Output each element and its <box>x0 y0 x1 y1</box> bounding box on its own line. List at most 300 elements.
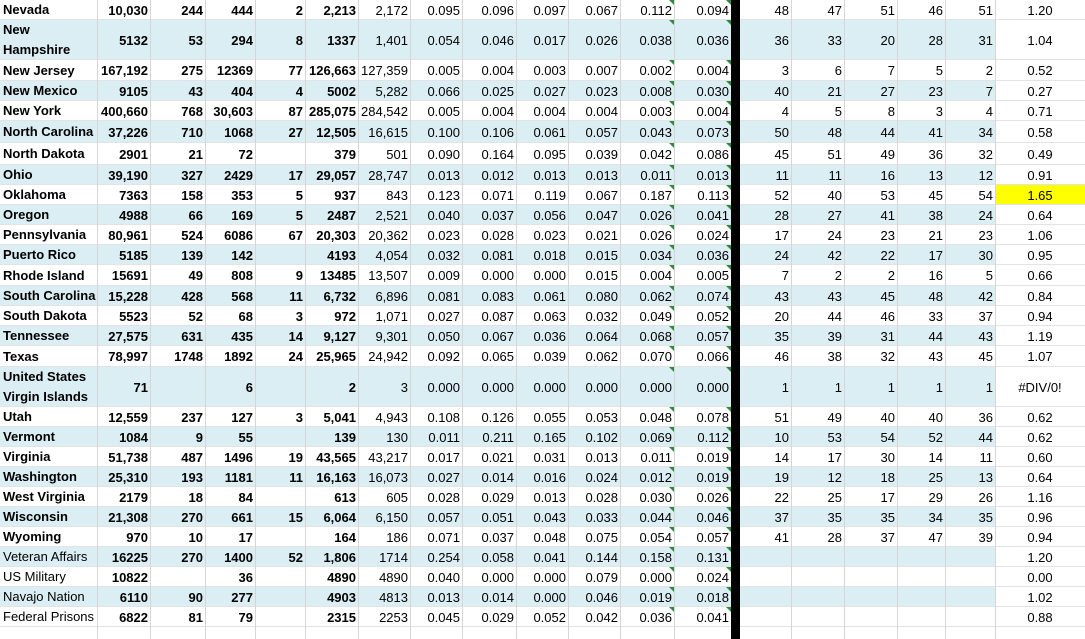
cell-c4[interactable] <box>255 427 305 447</box>
cell-c10[interactable]: 0.039 <box>585 146 618 162</box>
cell-r2[interactable] <box>791 567 844 587</box>
cell-c12[interactable]: 0.073 <box>674 121 731 143</box>
cell-c11[interactable]: 0.158 <box>620 547 674 567</box>
cell-r5[interactable]: 7 <box>985 83 993 99</box>
cell-r2[interactable]: 47 <box>827 2 842 18</box>
cell-c3[interactable]: 444 <box>231 2 253 18</box>
cell-c2[interactable]: 1748 <box>174 349 203 364</box>
cell-r2[interactable]: 27 <box>827 207 842 223</box>
cell-c7[interactable]: 0.009 <box>427 268 460 283</box>
cell-c2[interactable]: 768 <box>181 103 203 119</box>
cell-c7[interactable]: 0.057 <box>427 509 460 525</box>
cell-r4[interactable]: 25 <box>928 469 943 485</box>
cell-c12[interactable]: 0.113 <box>674 185 731 205</box>
cell-c8[interactable]: 0.058 <box>481 549 514 565</box>
cell-r4[interactable] <box>897 587 945 607</box>
cell-c3[interactable]: 568 <box>231 288 253 304</box>
cell-r4[interactable]: 40 <box>928 409 943 425</box>
cell-c5[interactable]: 43,565 <box>316 449 356 465</box>
cell-c7[interactable]: 0.011 <box>428 429 460 445</box>
cell-c2[interactable]: 327 <box>181 167 203 183</box>
cell-r1[interactable]: 1 <box>781 379 789 395</box>
cell-r5[interactable]: 24 <box>978 207 993 223</box>
cell-c5[interactable]: 2315 <box>327 609 356 625</box>
cell-r3[interactable]: 23 <box>880 227 895 243</box>
cell-c2[interactable]: 81 <box>188 609 203 625</box>
cell-c11[interactable]: 0.030 <box>620 487 674 507</box>
cell-c10[interactable]: 0.064 <box>585 328 618 344</box>
cell-c10[interactable]: 0.013 <box>585 449 618 465</box>
cell-c2[interactable] <box>150 567 205 587</box>
cell-c1[interactable]: 6822 <box>119 609 148 625</box>
cell-ratio[interactable]: 1.07 <box>1027 349 1053 364</box>
cell-c3[interactable]: 127 <box>231 409 253 425</box>
cell-r1[interactable]: 48 <box>774 2 789 18</box>
row-name-cell[interactable]: New York <box>3 103 62 118</box>
cell-ratio[interactable]: 0.95 <box>1027 247 1053 263</box>
cell-c7[interactable]: 0.092 <box>427 349 460 364</box>
cell-c12[interactable]: 0.013 <box>674 165 731 185</box>
cell-c5[interactable]: 4903 <box>327 589 356 605</box>
cell-c11[interactable]: 0.112 <box>620 0 674 20</box>
cell-r5[interactable]: 4 <box>985 103 993 119</box>
row-name-cell[interactable]: South Carolina <box>3 288 96 303</box>
cell-c5[interactable]: 1,806 <box>323 549 356 565</box>
cell-c10[interactable]: 0.015 <box>585 268 618 283</box>
cell-r5[interactable]: 39 <box>978 529 993 545</box>
cell-c1[interactable]: 15,228 <box>108 288 148 304</box>
cell-c4[interactable]: 11 <box>289 288 303 304</box>
cell-r5[interactable] <box>945 587 995 607</box>
cell-r5[interactable]: 36 <box>978 409 993 425</box>
cell-c11[interactable]: 0.019 <box>620 587 674 607</box>
cell-r2[interactable]: 1 <box>834 379 842 395</box>
cell-c11[interactable]: 0.012 <box>620 467 674 487</box>
cell-r4[interactable]: 5 <box>935 63 943 78</box>
cell-c2[interactable]: 43 <box>188 83 203 99</box>
cell-c12[interactable]: 0.036 <box>674 20 731 60</box>
cell-r3[interactable]: 18 <box>880 469 895 485</box>
cell-c10[interactable]: 0.023 <box>585 83 618 99</box>
cell-c11[interactable]: 0.000 <box>620 367 674 407</box>
cell-r4[interactable]: 21 <box>928 227 943 243</box>
cell-r3[interactable]: 22 <box>880 247 895 263</box>
row-name-cell[interactable]: US Military <box>3 569 66 584</box>
cell-c4[interactable] <box>255 567 305 587</box>
cell-c6[interactable]: 130 <box>386 429 408 445</box>
cell-c7[interactable]: 0.013 <box>427 167 460 183</box>
row-name-cell[interactable]: Veteran Affairs <box>3 549 88 564</box>
cell-c1[interactable]: 6110 <box>119 589 148 605</box>
cell-c9[interactable]: 0.017 <box>533 32 566 48</box>
cell-c7[interactable]: 0.123 <box>427 187 460 203</box>
cell-c1[interactable]: 5132 <box>119 32 148 48</box>
cell-r4[interactable]: 29 <box>928 489 943 505</box>
cell-c4[interactable] <box>255 527 305 547</box>
cell-c5[interactable]: 164 <box>334 529 356 545</box>
cell-c6[interactable]: 127,359 <box>361 63 408 78</box>
cell-c5[interactable]: 20,303 <box>316 227 356 243</box>
cell-r1[interactable]: 41 <box>774 529 789 545</box>
cell-c1[interactable]: 970 <box>126 529 148 545</box>
cell-c10[interactable]: 0.047 <box>585 207 618 223</box>
cell-c1[interactable]: 15691 <box>111 268 148 283</box>
cell-c3[interactable]: 142 <box>231 247 253 263</box>
cell-c1[interactable]: 1084 <box>119 429 148 445</box>
cell-r4[interactable]: 14 <box>928 449 943 465</box>
cell-c12[interactable]: 0.057 <box>674 326 731 346</box>
cell-c12[interactable]: 0.052 <box>674 306 731 326</box>
cell-c11[interactable]: 0.026 <box>620 205 674 225</box>
cell-c3[interactable]: 1496 <box>224 449 253 465</box>
cell-c12[interactable]: 0.004 <box>674 101 731 121</box>
cell-c11[interactable]: 0.068 <box>620 326 674 346</box>
cell-c12[interactable]: 0.004 <box>674 60 731 81</box>
cell-r4[interactable]: 1 <box>935 379 943 395</box>
cell-c2[interactable]: 428 <box>181 288 203 304</box>
cell-c4[interactable] <box>255 587 305 607</box>
row-name-cell[interactable]: South Dakota <box>3 308 87 323</box>
cell-r2[interactable]: 43 <box>827 288 842 304</box>
cell-c11[interactable]: 0.187 <box>620 185 674 205</box>
cell-c12[interactable]: 0.078 <box>674 407 731 427</box>
cell-c9[interactable]: 0.055 <box>533 409 566 425</box>
cell-c3[interactable]: 353 <box>231 187 253 203</box>
cell-c6[interactable]: 9,301 <box>375 328 408 344</box>
cell-r1[interactable]: 43 <box>774 288 789 304</box>
cell-c8[interactable]: 0.025 <box>481 83 514 99</box>
cell-r5[interactable]: 34 <box>978 124 993 140</box>
cell-ratio[interactable]: 1.04 <box>1027 32 1053 48</box>
cell-c3[interactable]: 404 <box>231 83 253 99</box>
cell-c8[interactable]: 0.004 <box>481 103 514 119</box>
cell-r2[interactable]: 5 <box>834 103 842 119</box>
cell-c4[interactable] <box>255 367 305 407</box>
cell-r5[interactable]: 12 <box>978 167 993 183</box>
cell-c6[interactable]: 1,071 <box>375 308 408 324</box>
cell-c9[interactable]: 0.000 <box>533 268 566 283</box>
cell-c5[interactable]: 2487 <box>327 207 356 223</box>
cell-c2[interactable]: 53 <box>188 32 203 48</box>
cell-c8[interactable]: 0.029 <box>481 489 514 505</box>
cell-r1[interactable]: 50 <box>774 124 789 140</box>
cell-c2[interactable]: 487 <box>181 449 203 465</box>
cell-r4[interactable]: 16 <box>928 268 943 283</box>
cell-c3[interactable]: 294 <box>231 32 253 48</box>
cell-c4[interactable]: 5 <box>295 207 303 223</box>
cell-c9[interactable]: 0.061 <box>533 288 566 304</box>
cell-c10[interactable]: 0.032 <box>585 308 618 324</box>
cell-r4[interactable]: 28 <box>928 32 943 48</box>
cell-c8[interactable]: 0.087 <box>481 308 514 324</box>
cell-c7[interactable]: 0.040 <box>427 569 460 585</box>
cell-c12[interactable]: 0.000 <box>674 367 731 407</box>
cell-c1[interactable]: 78,997 <box>108 349 148 364</box>
cell-ratio[interactable]: 0.64 <box>1027 469 1053 485</box>
cell-c12[interactable]: 0.057 <box>674 527 731 547</box>
cell-c1[interactable]: 80,961 <box>108 227 148 243</box>
cell-c3[interactable]: 1181 <box>224 469 253 485</box>
cell-c2[interactable]: 52 <box>188 308 203 324</box>
cell-c2[interactable]: 21 <box>188 146 203 162</box>
cell-r2[interactable] <box>791 607 844 627</box>
cell-c2[interactable]: 244 <box>181 2 203 18</box>
cell-r4[interactable]: 23 <box>928 83 943 99</box>
cell-c9[interactable]: 0.119 <box>534 187 566 203</box>
cell-r4[interactable]: 45 <box>928 187 943 203</box>
cell-c6[interactable]: 2,172 <box>375 2 408 18</box>
cell-r4[interactable]: 52 <box>928 429 943 445</box>
cell-c7[interactable]: 0.028 <box>427 489 460 505</box>
cell-r3[interactable]: 30 <box>880 449 895 465</box>
cell-c11[interactable]: 0.069 <box>620 427 674 447</box>
cell-r4[interactable]: 43 <box>928 349 943 364</box>
cell-c10[interactable]: 0.067 <box>585 2 618 18</box>
cell-c10[interactable]: 0.057 <box>585 124 618 140</box>
cell-c10[interactable]: 0.021 <box>585 227 618 243</box>
cell-c5[interactable]: 4890 <box>327 569 356 585</box>
cell-c3[interactable]: 2429 <box>224 167 253 183</box>
cell-c3[interactable]: 36 <box>238 569 253 585</box>
cell-r3[interactable]: 35 <box>880 509 895 525</box>
cell-c7[interactable]: 0.081 <box>427 288 460 304</box>
cell-c2[interactable]: 275 <box>181 63 203 78</box>
cell-r2[interactable]: 38 <box>827 349 842 364</box>
cell-r5[interactable] <box>945 607 995 627</box>
cell-c6[interactable]: 43,217 <box>368 449 408 465</box>
cell-r1[interactable]: 28 <box>774 207 789 223</box>
cell-c6[interactable]: 2,521 <box>375 207 408 223</box>
row-name-cell[interactable]: Wyoming <box>3 529 62 544</box>
cell-c7[interactable]: 0.027 <box>427 469 460 485</box>
cell-ratio[interactable]: 0.27 <box>1027 83 1053 99</box>
cell-c3[interactable]: 79 <box>238 609 253 625</box>
cell-r3[interactable]: 41 <box>880 207 895 223</box>
cell-c11[interactable]: 0.000 <box>620 567 674 587</box>
cell-r5[interactable]: 2 <box>985 63 993 78</box>
cell-c4[interactable]: 9 <box>295 268 303 283</box>
cell-c8[interactable]: 0.021 <box>481 449 514 465</box>
cell-c3[interactable]: 1400 <box>224 549 253 565</box>
row-name-cell[interactable]: Utah <box>3 409 32 424</box>
cell-c5[interactable]: 12,505 <box>316 124 356 140</box>
cell-r2[interactable]: 21 <box>827 83 842 99</box>
row-name-cell[interactable]: Navajo Nation <box>3 589 85 604</box>
cell-c5[interactable]: 9,127 <box>323 328 356 344</box>
cell-ratio[interactable]: 0.96 <box>1027 509 1053 525</box>
cell-ratio[interactable]: 0.52 <box>1027 63 1053 78</box>
cell-c5[interactable]: 6,064 <box>323 509 356 525</box>
cell-r2[interactable]: 11 <box>828 167 842 183</box>
cell-c8[interactable]: 0.000 <box>481 379 514 395</box>
cell-c5[interactable]: 126,663 <box>309 63 356 78</box>
cell-c11[interactable]: 0.049 <box>620 306 674 326</box>
cell-ratio[interactable]: 1.20 <box>1027 2 1053 18</box>
cell-c5[interactable]: 13485 <box>319 268 356 283</box>
cell-c6[interactable]: 1,401 <box>375 32 408 48</box>
cell-r1[interactable]: 10 <box>774 429 789 445</box>
cell-ratio[interactable]: 0.62 <box>1027 429 1053 445</box>
cell-c4[interactable]: 15 <box>288 509 303 525</box>
cell-r5[interactable]: 5 <box>985 268 993 283</box>
cell-c6[interactable]: 13,507 <box>368 268 408 283</box>
cell-r5[interactable]: 11 <box>979 449 993 465</box>
cell-c5[interactable]: 613 <box>334 489 356 505</box>
cell-c7[interactable]: 0.254 <box>427 549 460 565</box>
row-name-cell[interactable]: Ohio <box>3 167 33 182</box>
cell-ratio[interactable]: 0.84 <box>1027 288 1053 304</box>
cell-r5[interactable]: 35 <box>978 509 993 525</box>
cell-c12[interactable]: 0.112 <box>674 427 731 447</box>
cell-c5[interactable]: 5,041 <box>323 409 356 425</box>
cell-r1[interactable]: 4 <box>781 103 789 119</box>
cell-c3[interactable]: 30,603 <box>213 103 253 119</box>
cell-r1[interactable]: 46 <box>774 349 789 364</box>
cell-c7[interactable]: 0.108 <box>427 409 460 425</box>
cell-c8[interactable]: 0.096 <box>481 2 514 18</box>
cell-c6[interactable]: 186 <box>386 529 408 545</box>
cell-c5[interactable]: 6,732 <box>323 288 356 304</box>
cell-c11[interactable]: 0.043 <box>620 121 674 143</box>
cell-c8[interactable]: 0.000 <box>481 569 514 585</box>
cell-r5[interactable] <box>945 547 995 567</box>
row-name-cell[interactable]: Oklahoma <box>3 187 66 202</box>
cell-c1[interactable]: 7363 <box>119 187 148 203</box>
cell-c10[interactable]: 0.004 <box>585 103 618 119</box>
row-name-cell[interactable]: New Mexico <box>3 83 78 98</box>
cell-r1[interactable]: 19 <box>774 469 789 485</box>
cell-c9[interactable]: 0.013 <box>533 489 566 505</box>
cell-r1[interactable]: 14 <box>774 449 789 465</box>
cell-c12[interactable]: 0.131 <box>674 547 731 567</box>
cell-c12[interactable]: 0.030 <box>674 81 731 101</box>
cell-r5[interactable]: 1 <box>985 379 993 395</box>
cell-c10[interactable]: 0.028 <box>585 489 618 505</box>
cell-c8[interactable]: 0.046 <box>481 32 514 48</box>
cell-c1[interactable]: 51,738 <box>108 449 148 465</box>
cell-c9[interactable]: 0.000 <box>533 569 566 585</box>
row-name-cell[interactable]: New Hampshire <box>3 22 71 57</box>
cell-c7[interactable]: 0.050 <box>427 328 460 344</box>
cell-r5[interactable]: 43 <box>978 328 993 344</box>
cell-c4[interactable] <box>255 143 305 165</box>
cell-r5[interactable]: 51 <box>978 2 993 18</box>
cell-r4[interactable]: 33 <box>928 308 943 324</box>
cell-c7[interactable]: 0.027 <box>427 308 460 324</box>
cell-c3[interactable]: 169 <box>231 207 253 223</box>
cell-c9[interactable]: 0.003 <box>533 63 566 78</box>
cell-c2[interactable]: 710 <box>181 124 203 140</box>
cell-c2[interactable]: 524 <box>181 227 203 243</box>
cell-ratio[interactable]: 0.58 <box>1027 124 1053 140</box>
cell-r3[interactable] <box>844 547 897 567</box>
cell-c2[interactable]: 49 <box>188 268 203 283</box>
cell-c4[interactable]: 24 <box>288 349 303 364</box>
cell-c11[interactable]: 0.004 <box>620 265 674 286</box>
cell-ratio[interactable]: 0.00 <box>1027 569 1053 585</box>
cell-c6[interactable]: 4,054 <box>375 247 408 263</box>
cell-c7[interactable]: 0.005 <box>427 63 460 78</box>
cell-c8[interactable]: 0.037 <box>481 529 514 545</box>
cell-c12[interactable]: 0.024 <box>674 225 731 245</box>
cell-c12[interactable]: 0.074 <box>674 286 731 306</box>
cell-r3[interactable]: 17 <box>880 489 895 505</box>
cell-c7[interactable]: 0.090 <box>427 146 460 162</box>
cell-c2[interactable]: 18 <box>188 489 203 505</box>
row-name-cell[interactable]: Nevada <box>3 2 50 17</box>
cell-ratio[interactable]: 0.62 <box>1027 409 1053 425</box>
cell-r1[interactable]: 35 <box>774 328 789 344</box>
cell-c1[interactable]: 10822 <box>111 569 148 585</box>
cell-c6[interactable]: 16,615 <box>368 124 408 140</box>
cell-c8[interactable]: 0.051 <box>481 509 514 525</box>
cell-ratio[interactable]: 0.49 <box>1027 146 1053 162</box>
cell-c8[interactable]: 0.012 <box>481 167 514 183</box>
cell-c10[interactable]: 0.013 <box>585 167 618 183</box>
cell-r2[interactable]: 28 <box>827 529 842 545</box>
cell-c11[interactable]: 0.048 <box>620 407 674 427</box>
cell-c12[interactable]: 0.094 <box>674 0 731 20</box>
cell-c6[interactable]: 605 <box>386 489 408 505</box>
cell-r5[interactable]: 37 <box>978 308 993 324</box>
cell-c9[interactable]: 0.063 <box>533 308 566 324</box>
cell-c6[interactable]: 284,542 <box>361 103 408 119</box>
cell-c2[interactable] <box>150 367 205 407</box>
cell-c10[interactable]: 0.062 <box>585 349 618 364</box>
cell-r1[interactable]: 3 <box>781 63 789 78</box>
cell-r3[interactable]: 16 <box>880 167 895 183</box>
cell-c7[interactable]: 0.032 <box>427 247 460 263</box>
cell-c9[interactable]: 0.052 <box>533 609 566 625</box>
cell-c9[interactable]: 0.097 <box>533 2 566 18</box>
cell-c8[interactable]: 0.071 <box>481 187 514 203</box>
cell-c5[interactable]: 5002 <box>327 83 356 99</box>
cell-c4[interactable]: 3 <box>295 308 303 324</box>
cell-r3[interactable]: 8 <box>887 103 895 119</box>
cell-c9[interactable]: 0.016 <box>533 469 566 485</box>
cell-c9[interactable]: 0.031 <box>533 449 566 465</box>
cell-c6[interactable]: 4890 <box>379 569 408 585</box>
cell-r3[interactable]: 44 <box>880 124 895 140</box>
cell-c10[interactable]: 0.042 <box>585 609 618 625</box>
cell-c4[interactable] <box>255 487 305 507</box>
cell-r1[interactable]: 51 <box>774 409 789 425</box>
cell-r1[interactable] <box>740 587 791 607</box>
cell-r3[interactable]: 32 <box>880 349 895 364</box>
cell-c4[interactable]: 2 <box>295 2 303 18</box>
cell-r1[interactable]: 37 <box>774 509 789 525</box>
cell-c8[interactable]: 0.065 <box>481 349 514 364</box>
cell-c6[interactable]: 3 <box>400 379 408 395</box>
cell-r3[interactable]: 54 <box>880 429 895 445</box>
cell-c11[interactable]: 0.008 <box>620 81 674 101</box>
cell-c2[interactable]: 631 <box>181 328 203 344</box>
cell-r3[interactable] <box>844 587 897 607</box>
cell-c10[interactable]: 0.053 <box>585 409 618 425</box>
cell-r4[interactable]: 47 <box>928 529 943 545</box>
cell-c5[interactable]: 16,163 <box>316 469 356 485</box>
cell-c6[interactable]: 1714 <box>379 549 408 565</box>
cell-c10[interactable]: 0.000 <box>585 379 618 395</box>
cell-ratio[interactable]: 0.66 <box>1027 268 1053 283</box>
cell-c11[interactable]: 0.044 <box>620 507 674 527</box>
cell-ratio[interactable]: 1.16 <box>1027 489 1053 505</box>
cell-r2[interactable]: 33 <box>827 32 842 48</box>
cell-ratio[interactable]: 1.02 <box>1027 589 1053 605</box>
cell-c1[interactable]: 27,575 <box>108 328 148 344</box>
cell-c8[interactable]: 0.014 <box>481 589 514 605</box>
cell-c5[interactable]: 4193 <box>327 247 356 263</box>
